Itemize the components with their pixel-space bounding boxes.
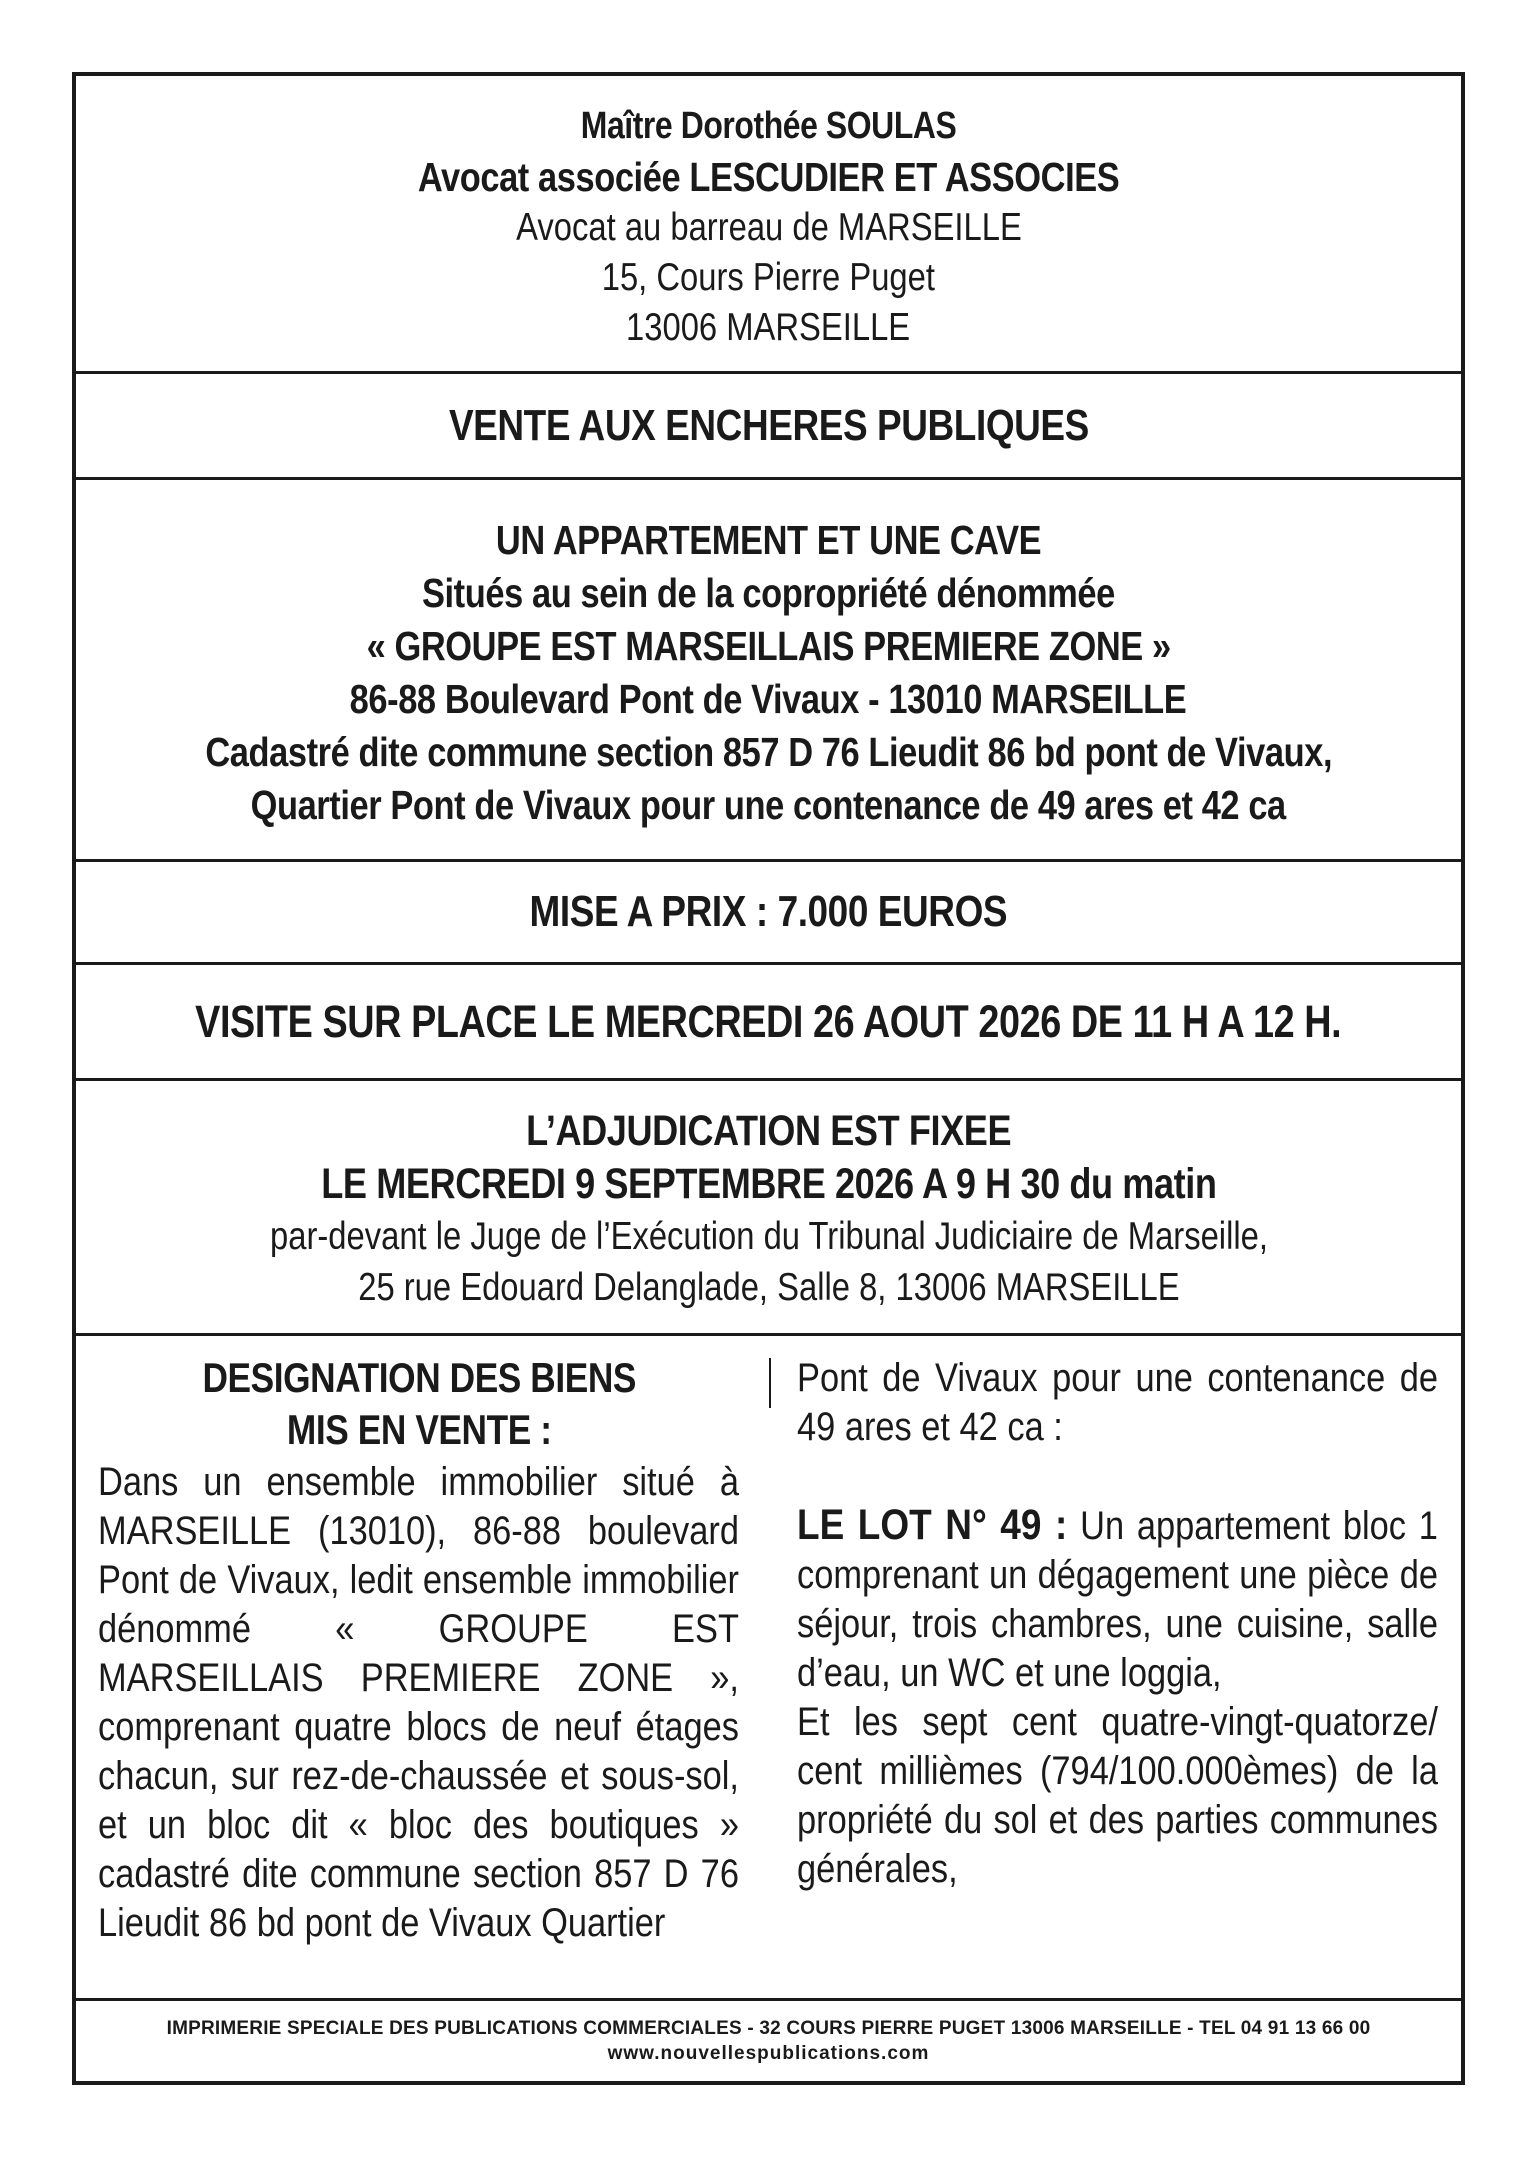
adjudication-date: LE MERCREDI 9 SEPTEMBRE 2026 A 9 H 30 du matin xyxy=(320,1160,1217,1208)
column-divider xyxy=(769,1358,771,1408)
price-section xyxy=(76,862,1461,965)
adjudication-court: par-devant le Juge de l’Exécution du Tribunal Judiciaire de Marseille, xyxy=(269,1215,1268,1258)
visit-info: VISITE SUR PLACE LE MERCREDI 26 AOUT 2026 DE 11 H A 12 H. xyxy=(195,995,1342,1047)
property-line-4: 86-88 Boulevard Pont de Vivaux - 13010 MARSEILLE xyxy=(350,675,1187,722)
lot-label: LE LOT N° 49 : xyxy=(796,1501,1067,1549)
printer-website: www.nouvellespublications.com xyxy=(607,2043,930,2064)
designation-right-column xyxy=(769,1354,1440,1986)
lawyer-header xyxy=(76,76,1461,374)
lawyer-street: 15, Cours Pierre Puget xyxy=(601,255,936,299)
adjudication-address: 25 rue Edouard Delanglade, Salle 8, 13006 MARSEILLE xyxy=(357,1266,1180,1309)
lawyer-city: 13006 MARSEILLE xyxy=(626,305,911,349)
adjudication-section xyxy=(76,1081,1461,1336)
sale-title: VENTE AUX ENCHERES PUBLIQUES xyxy=(448,400,1089,450)
designation-heading-2: MIS EN VENTE : xyxy=(286,1406,552,1453)
printer-footer xyxy=(76,2001,1461,2081)
visit-section xyxy=(76,965,1461,1081)
property-line-3: « GROUPE EST MARSEILLAIS PREMIERE ZONE » xyxy=(366,622,1171,669)
property-line-6: Quartier Pont de Vivaux pour une contenance de 49 ares et 42 ca xyxy=(250,781,1287,828)
property-section xyxy=(76,480,1461,862)
lot-description: Un appartement bloc 1 comprenant un dégagement une pièce de séjour, trois chambres, une cuisine, salle d’eau, un WC et une loggia, xyxy=(796,1504,1438,1695)
property-line-5: Cadastré dite commune section 857 D 76 Lieudit 86 bd pont de Vivaux, xyxy=(205,728,1332,775)
adjudication-title: L’ADJUDICATION EST FIXEE xyxy=(526,1107,1011,1155)
designation-left-text: Dans un ensemble immobilier situé à MARSEILLE (13010), 86-88 boulevard Pont de Vivaux, ledit ensemble immobilier dénommé « GROUPE EST MARSEILLAIS PREMIERE ZONE », comprenant quatre blocs de neuf étages chacun, sur rez-de-chaussée et sous-sol, et un bloc dit « bloc des boutiques » cadastré dite commune section 857 D 76 Lieudit 86 bd pont de Vivaux Quartier xyxy=(98,1460,739,1945)
bar-association: Avocat au barreau de MARSEILLE xyxy=(515,205,1022,249)
designation-section xyxy=(76,1336,1461,2001)
starting-price: MISE A PRIX : 7.000 EUROS xyxy=(529,887,1008,936)
designation-heading-1: DESIGNATION DES BIENS xyxy=(202,1354,637,1401)
sale-title-section xyxy=(76,374,1461,480)
designation-right-intro: Pont de Vivaux pour une contenance de 49 ares et 42 ca : xyxy=(796,1356,1438,1449)
designation-left-column xyxy=(98,1354,769,1986)
printer-info: IMPRIMERIE SPECIALE DES PUBLICATIONS COMMERCIALES - 32 COURS PIERRE PUGET 13006 MARSEILLE - TEL 04 91 13 66 00 xyxy=(166,2018,1371,2039)
lawyer-name: Maître Dorothée SOULAS xyxy=(580,104,957,147)
paragraph-gap xyxy=(797,1452,1440,1501)
law-firm: Avocat associée LESCUDIER ET ASSOCIES xyxy=(417,153,1120,200)
lot-share-text: Et les sept cent quatre-vingt-quatorze/ cent millièmes (794/100.000èmes) de la propriété du sol et des parties communes générales, xyxy=(796,1700,1438,1891)
property-line-2: Situés au sein de la copropriété dénommée xyxy=(422,569,1115,616)
legal-notice-frame xyxy=(72,72,1465,2085)
property-line-1: UN APPARTEMENT ET UNE CAVE xyxy=(495,516,1042,563)
lot-paragraph xyxy=(797,1501,1438,1698)
